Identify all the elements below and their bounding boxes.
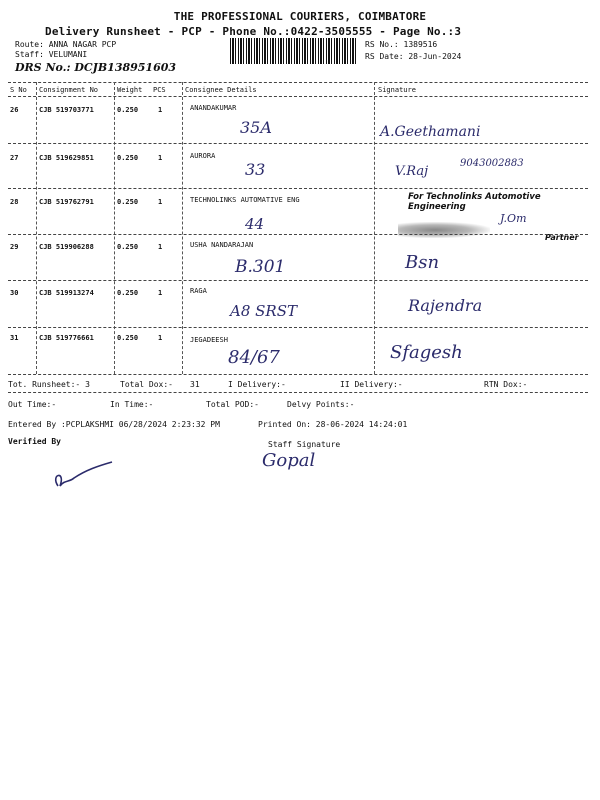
row-consignment-no: CJB 519776661 [39, 334, 94, 342]
col-header-sno: S No [10, 86, 27, 94]
row-pcs: 1 [158, 334, 163, 342]
summary-rule [8, 392, 588, 393]
row-weight: 0.250 [117, 334, 139, 342]
entered-by: Entered By :PCPLAKSHMI 06/28/2024 2:23:32 PM [8, 420, 220, 429]
row-sno: 29 [10, 243, 19, 251]
rs-date: RS Date: 28-Jun-2024 [365, 52, 462, 61]
row-consignment-no: CJB 519906288 [39, 243, 94, 251]
row-consignee: ANANDAKUMAR [190, 104, 237, 112]
row-consignee: RAGA [190, 287, 207, 295]
row-consignee: TECHNOLINKS AUTOMATIVE ENG [190, 196, 300, 204]
row-consignment-no: CJB 519703771 [39, 106, 94, 114]
row-weight: 0.250 [117, 154, 139, 162]
col-divider [182, 82, 183, 374]
row-consignee: AURORA [190, 152, 216, 160]
row-consignment-no: CJB 519913274 [39, 289, 94, 297]
table-header-rule [8, 96, 588, 97]
total-pod: Total POD:- [206, 400, 259, 409]
col-divider [36, 82, 37, 374]
row-rule [8, 280, 588, 281]
printed-on: Printed On: 28-06-2024 14:24:01 [258, 420, 408, 429]
handwritten-door-no: A8 SRST [230, 302, 297, 320]
handwritten-door-no: 33 [245, 160, 266, 179]
col-header-consignment: Consignment No [39, 86, 99, 94]
verified-signature-scribble [40, 460, 120, 500]
delvy-points: Delvy Points:- [287, 400, 355, 409]
table-bottom-rule [8, 374, 588, 375]
staff-signature-label: Staff Signature [268, 440, 341, 449]
col-divider [114, 82, 115, 374]
col-header-consignee: Consignee Details [185, 86, 257, 94]
table-top-rule [8, 82, 588, 83]
row-consignee: JEGADEESH [190, 336, 228, 344]
row-pcs: 1 [158, 289, 163, 297]
row-rule [8, 234, 588, 235]
barcode [230, 38, 358, 64]
i-delivery: I Delivery:- [228, 380, 286, 389]
partner-label: Partner [545, 233, 579, 242]
row-weight: 0.250 [117, 106, 139, 114]
row-sno: 28 [10, 198, 19, 206]
handwritten-door-no: 35A [240, 118, 272, 137]
handwritten-signature: Sfagesh [390, 342, 463, 363]
col-divider [374, 82, 375, 374]
staff-signature: Gopal [262, 450, 316, 471]
row-sno: 31 [10, 334, 19, 342]
route: Route: ANNA NAGAR PCP [15, 40, 117, 49]
row-sno: 27 [10, 154, 19, 162]
drs-number: DRS No.: DCJB138951603 [15, 61, 177, 74]
handwritten-signature: A.Geethamani [380, 124, 481, 140]
runsheet-title: Delivery Runsheet - PCP - Phone No.:0422-3505555 - Page No.:3 [45, 25, 462, 38]
col-header-pcs: PCS [153, 86, 166, 94]
in-time: In Time:- [110, 400, 154, 409]
verified-by-label: Verified By [8, 437, 61, 446]
col-header-signature: Signature [378, 86, 416, 94]
handwritten-signature: Rajendra [408, 296, 483, 315]
row-consignment-no: CJB 519629851 [39, 154, 94, 162]
handwritten-signature: J.Om [500, 212, 527, 225]
row-weight: 0.250 [117, 198, 139, 206]
row-consignment-no: CJB 519762791 [39, 198, 94, 206]
handwritten-door-no: B.301 [235, 257, 286, 277]
row-weight: 0.250 [117, 289, 139, 297]
row-pcs: 1 [158, 198, 163, 206]
row-rule [8, 327, 588, 328]
row-pcs: 1 [158, 154, 163, 162]
row-consignee: USHA NANDARAJAN [190, 241, 254, 249]
handwritten-signature: Bsn [405, 252, 440, 273]
out-time: Out Time:- [8, 400, 57, 409]
col-header-weight: Weight [117, 86, 143, 94]
rs-number: RS No.: 1389516 [365, 40, 438, 49]
row-pcs: 1 [158, 106, 163, 114]
tot-runsheet: Tot. Runsheet:- 3 [8, 380, 90, 389]
ii-delivery: II Delivery:- [340, 380, 403, 389]
handwritten-phone: 9043002883 [460, 158, 524, 169]
handwritten-door-no: 44 [245, 215, 265, 233]
row-sno: 30 [10, 289, 19, 297]
stamp-smudge [398, 222, 490, 238]
company-stamp: For Technolinks Automotive Engineering [408, 192, 541, 212]
row-sno: 26 [10, 106, 19, 114]
handwritten-door-no: 84/67 [228, 347, 280, 368]
row-rule [8, 143, 588, 144]
handwritten-signature: V.Raj [395, 164, 429, 179]
total-dox-value: 31 [190, 380, 200, 389]
company-title: THE PROFESSIONAL COURIERS, COIMBATORE [173, 10, 427, 23]
total-dox-label: Total Dox:- [120, 380, 173, 389]
row-pcs: 1 [158, 243, 163, 251]
row-rule [8, 188, 588, 189]
rtn-dox: RTN Dox:- [484, 380, 528, 389]
staff: Staff: VELUMANI [15, 50, 88, 59]
row-weight: 0.250 [117, 243, 139, 251]
